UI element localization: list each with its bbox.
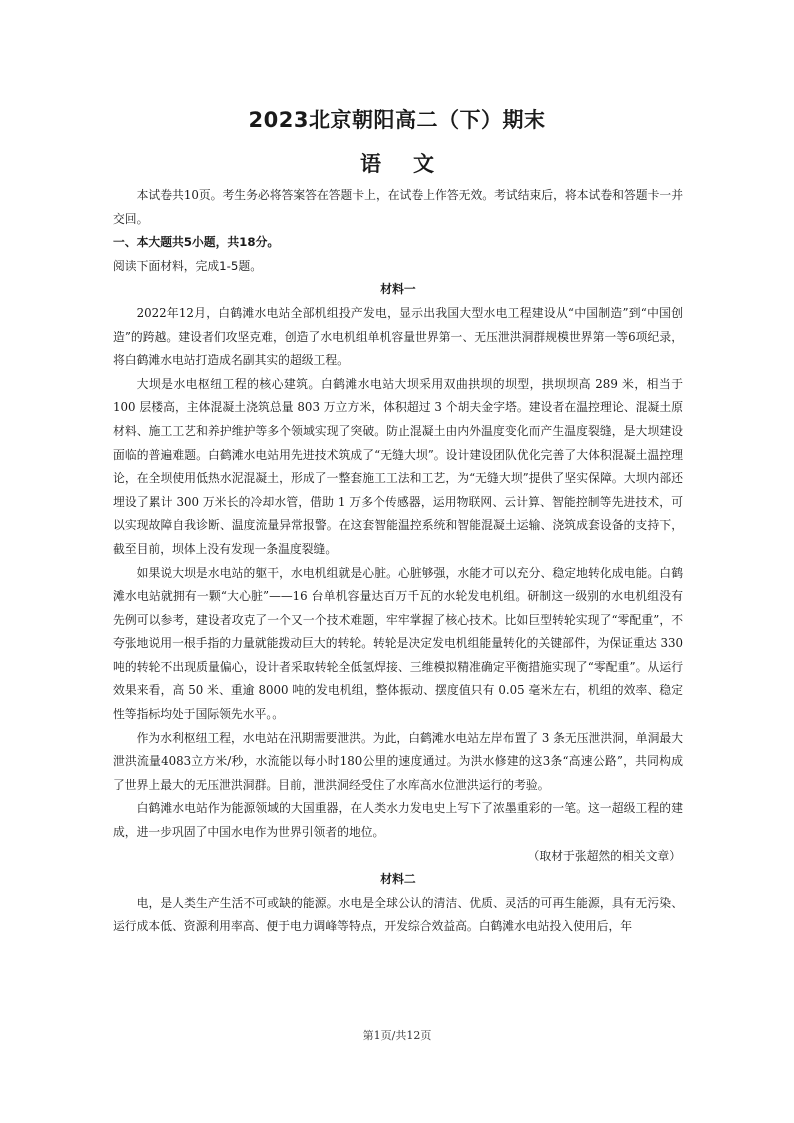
section-heading: 一、本大题共5小题，共18分。 — [113, 235, 280, 250]
material-one-paragraph: 作为水利枢纽工程，水电站在汛期需要泄洪。为此，白鹤滩水电站左岸布置了 3 条无压泄洪洞，单洞最大泄洪流量4083立方米/秒，水流能以每小时180公里的速度通过。为洪水修建的这3条“高速公路”，共同构成了世界上最大的无压泄洪洞群。目前，泄洪洞经受住了水库高水位泄洪运行的考验。 — [113, 730, 683, 792]
material-two-paragraph: 电，是人类生产生活不可或缺的能源。水电是全球公认的清洁、优质、灵活的可再生能源，具有无污染、运行成本低、资源利用率高、便于电力调峰等特点，开发综合效益高。白鹤滩水电站投入使用后，年 — [113, 895, 683, 934]
subject-title: 语文 — [360, 152, 466, 176]
exam-title: 2023北京朝阳高二（下）期末 — [248, 108, 546, 132]
material-one-paragraph: 白鹤滩水电站作为能源领域的大国重器，在人类水力发电史上写下了浓墨重彩的一笔。这一超级工程的建成，进一步巩固了中国水电作为世界引领者的地位。 — [113, 801, 683, 840]
instructions: 本试卷共10页。考生务必将答案答在答题卡上，在试卷上作答无效。考试结束后，将本试卷和答题卡一并交回。 — [113, 188, 683, 226]
reading-prompt: 阅读下面材料，完成1-5题。 — [113, 258, 263, 273]
material-one-paragraph: 如果说大坝是水电站的躯干，水电机组就是心脏。心脏够强，水能才可以充分、稳定地转化成电能。白鹤滩水电站就拥有一颗“大心脏”——16 台单机容量达百万千瓦的水轮发电机组。研制这一级别的水电机组没有先例可以参考，建设者攻克了一个又一个技术难题，牢牢掌握了核心技术。比如巨型转轮实现了“零配重”，不夸张地说用一根手指的力量就能拨动巨大的转轮。转轮是决定发电机组能量转化的关键部件，为保证重达 330 吨的转轮不出现质量偏心，设计者采取转轮全低氢焊接、三维模拟精准确定平衡措施实现了“零配重”。从运行效果来看，高 50 米、重逾 8000 吨的发电机组，整体振动、摆度值只有 0.05 毫米左右，机组的效率、稳定性等指标均处于国际领先水平。。 — [113, 565, 683, 722]
material-one-paragraph: 大坝是水电枢纽工程的核心建筑。白鹤滩水电站大坝采用双曲拱坝的坝型，拱坝坝高 289 米，相当于 100 层楼高，主体混凝土浇筑总量 803 万立方米，体积超过 3 个胡夫金字塔。建设者在温控理论、混凝土原材料、施工工艺和养护维护等多个领域实现了突破。防止混凝土由内外温度变化而产生温度裂缝，是大坝建设面临的普遍难题。白鹤滩水电站用先进技术筑成了“无缝大坝”。设计建设团队优化完善了大体积混凝土温控理论，在全坝使用低热水泥混凝土，形成了一整套施工工法和工艺，为“无缝大坝”提供了坚实保障。大坝内部还埋设了累计 300 万米长的冷却水管，借助 1 万多个传感器，运用物联网、云计算、智能控制等先进技术，可以实现故障自我诊断、温度流量异常报警。在这套智能温控系统和智能混凝土运输、浇筑成套设备的支持下，截至目前，坝体上没有发现一条温度裂缝。 — [113, 376, 683, 556]
material-two-heading: 材料二 — [380, 872, 416, 887]
material-one-source: （取材于张超然的相关文章） — [527, 848, 681, 863]
material-one-heading: 材料一 — [380, 282, 416, 297]
material-one-paragraph: 2022年12月，白鹤滩水电站全部机组投产发电，显示出我国大型水电工程建设从“中国制造”到“中国创造”的跨越。建设者们攻坚克难，创造了水电机组单机容量世界第一、无压泄洪洞群规模世界第一等6项纪录，将白鹤滩水电站打造成名副其实的超级工程。 — [113, 305, 683, 368]
exam-body — [113, 184, 683, 939]
page-footer: 第1页/共12页 — [362, 1029, 432, 1042]
